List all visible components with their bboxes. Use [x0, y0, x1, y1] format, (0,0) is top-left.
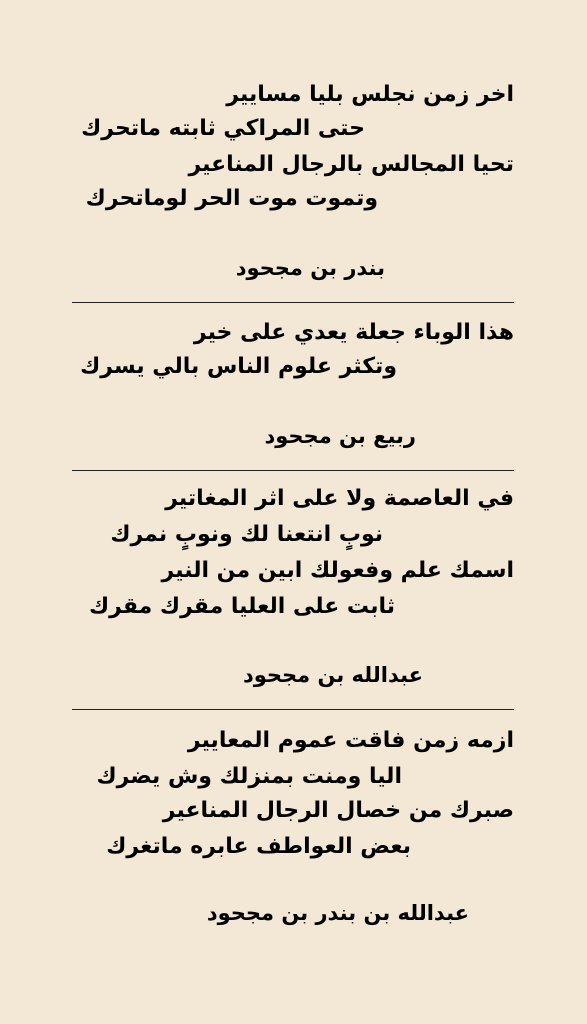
poem-4-line-3: صبرك من خصال الرجال المناعير: [162, 798, 514, 823]
poem-3-line-3: اسمك علم وفعولك ابين من النير: [161, 558, 514, 583]
poem-1-line-4: وتموت موت الحر لوماتحرك: [85, 186, 378, 211]
poem-1-line-2: حتى المراكي ثابته ماتحرك: [81, 116, 365, 141]
poem-4-line-2: اليا ومنت بمنزلك وش يضرك: [96, 764, 402, 789]
poem-3-line-1: في العاصمة ولا على اثر المغاتير: [165, 486, 514, 511]
section-divider-2: [72, 470, 514, 471]
poem-2-author: ربيع بن مجحود: [264, 424, 416, 448]
poem-1-author: بندر بن مجحود: [235, 256, 385, 280]
poem-2-line-1: هذا الوباء جعلة يعدي على خير: [193, 320, 514, 345]
poem-2-line-2: وتكثر علوم الناس بالي يسرك: [80, 354, 397, 379]
poem-1-line-1: اخر زمن نجلس بليا مسايير: [226, 82, 514, 107]
poem-3-author: عبدالله بن مجحود: [242, 663, 423, 687]
poem-4-line-1: ازمه زمن فاقت عموم المعايير: [187, 728, 514, 753]
poem-3-line-4: ثابت على العليا مقرك مقرك: [88, 594, 395, 619]
poem-3-line-2: نوبٍ انتعنا لك ونوبٍ نمرك: [110, 522, 383, 547]
poem-4-author: عبدالله بن بندر بن مجحود: [206, 901, 469, 925]
poem-1-line-3: تحيا المجالس بالرجال المناعير: [188, 152, 514, 177]
section-divider-1: [72, 302, 514, 303]
section-divider-3: [72, 709, 514, 710]
poem-4-line-4: بعض العواطف عابره ماتغرك: [106, 834, 411, 859]
